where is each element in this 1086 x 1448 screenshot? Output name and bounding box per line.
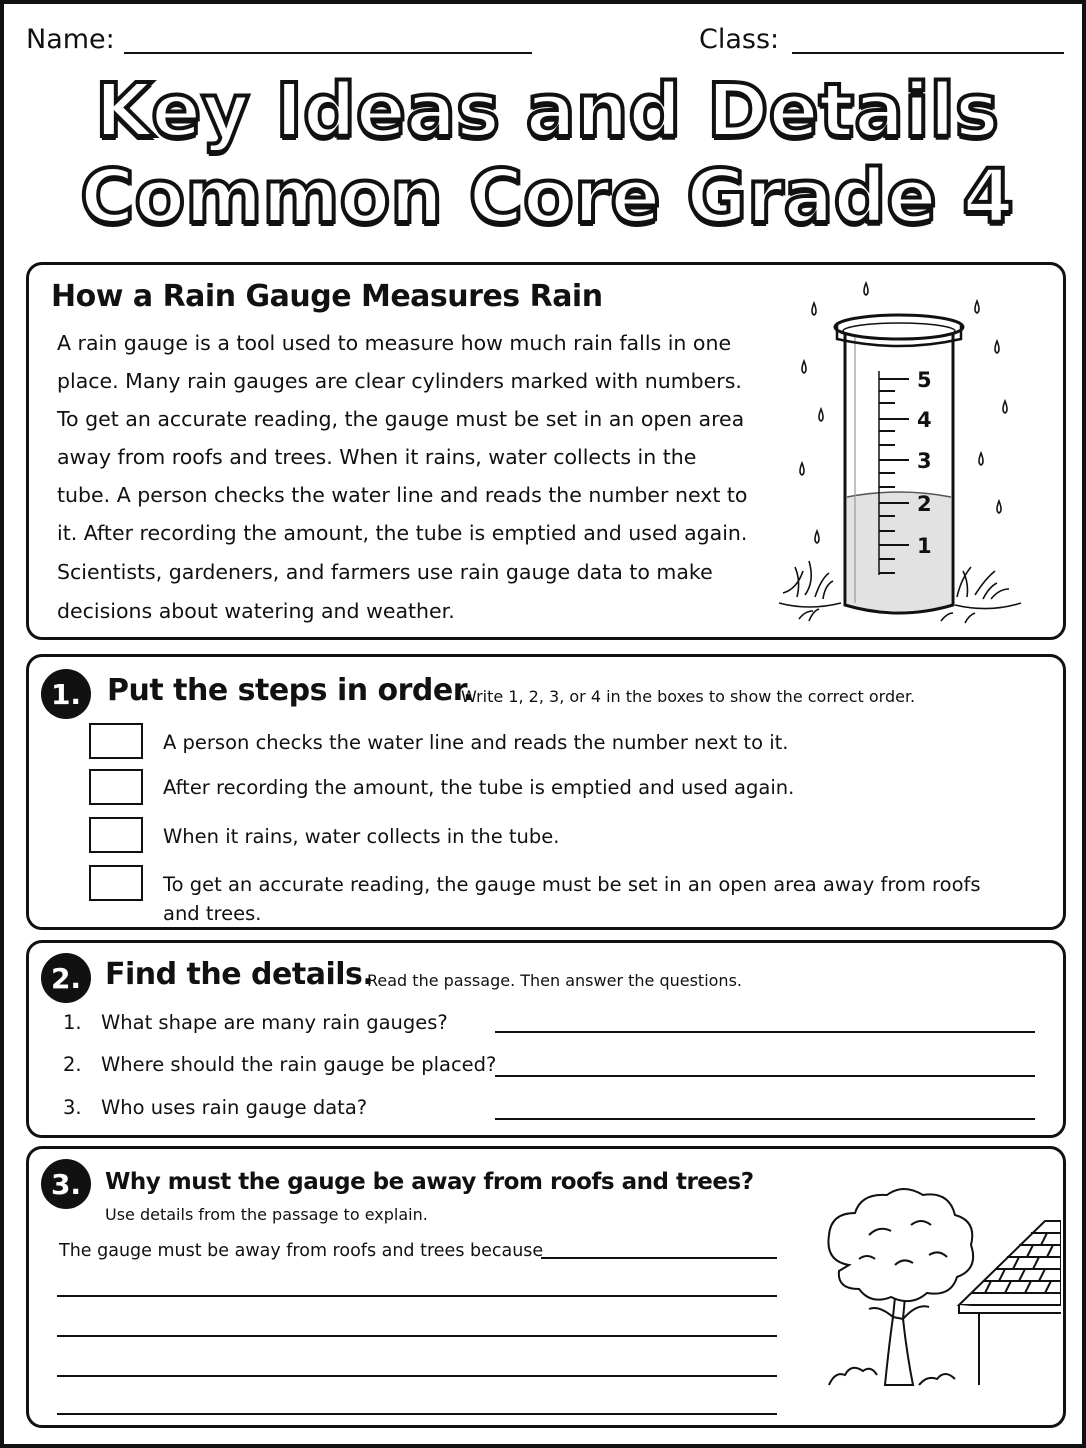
step-text-continued: and trees. <box>163 902 262 925</box>
passage-line: To get an accurate reading, the gauge must be set in an open area <box>57 407 745 431</box>
section-1-title: Put the steps in order. <box>107 673 474 708</box>
gauge-scale <box>879 371 909 575</box>
step-text: When it rains, water collects in the tube. <box>163 825 560 848</box>
gauge-mark-label: 2 <box>917 492 932 516</box>
question-number: 1. <box>63 1011 82 1034</box>
class-label: Class: <box>699 24 780 55</box>
passage-panel <box>26 262 1066 640</box>
tree-icon <box>828 1189 973 1385</box>
water-fill <box>847 492 951 611</box>
section-2-panel <box>26 940 1066 1138</box>
response-line[interactable] <box>57 1295 777 1297</box>
tree-and-roof-illustration <box>799 1185 1061 1391</box>
gauge-mark-label: 5 <box>917 368 932 392</box>
order-box[interactable] <box>89 723 143 759</box>
class-field[interactable] <box>792 52 1064 54</box>
step-text: To get an accurate reading, the gauge must be set in an open area away from roofs <box>163 873 981 896</box>
question-text: Where should the rain gauge be placed? <box>101 1053 497 1076</box>
section-3-number: 3. <box>41 1159 91 1209</box>
name-label: Name: <box>26 24 115 55</box>
roof-icon <box>959 1221 1061 1385</box>
name-field[interactable] <box>124 52 532 54</box>
title-line-2: Common Core Grade 4 <box>80 154 1014 240</box>
gauge-mark-label: 4 <box>917 408 932 432</box>
section-3-title: Why must the gauge be away from roofs and trees? <box>105 1169 754 1195</box>
step-text: A person checks the water line and reads the number next to it. <box>163 731 789 754</box>
response-line[interactable] <box>57 1375 777 1377</box>
section-3-panel <box>26 1146 1066 1428</box>
gauge-mark-label: 1 <box>917 534 932 558</box>
question-number: 2. <box>63 1053 82 1076</box>
order-box[interactable] <box>89 865 143 901</box>
section-2-instructions: Read the passage. Then answer the questions. <box>367 971 742 990</box>
order-box[interactable] <box>89 769 143 805</box>
step-text: After recording the amount, the tube is emptied and used again. <box>163 776 795 799</box>
question-number: 3. <box>63 1096 82 1119</box>
order-box[interactable] <box>89 817 143 853</box>
response-line[interactable] <box>57 1335 777 1337</box>
rain-gauge-illustration <box>769 275 1029 630</box>
question-text: Who uses rain gauge data? <box>101 1096 368 1119</box>
gauge-mark-label: 3 <box>917 449 932 473</box>
passage-line: tube. A person checks the water line and reads the number next to <box>57 483 748 507</box>
response-prompt: The gauge must be away from roofs and trees because <box>59 1241 544 1261</box>
response-line[interactable] <box>541 1257 777 1259</box>
section-3-instructions: Use details from the passage to explain. <box>105 1205 428 1224</box>
response-line[interactable] <box>57 1413 777 1415</box>
answer-line[interactable] <box>495 1075 1035 1077</box>
passage-line: place. Many rain gauges are clear cylinders marked with numbers. <box>57 369 742 393</box>
section-1-panel <box>26 654 1066 930</box>
passage-line: Scientists, gardeners, and farmers use rain gauge data to make <box>57 560 713 584</box>
passage-line: A rain gauge is a tool used to measure how much rain falls in one <box>57 331 732 355</box>
answer-line[interactable] <box>495 1118 1035 1120</box>
title-line-1: Key Ideas and Details <box>95 68 999 154</box>
question-text: What shape are many rain gauges? <box>101 1011 448 1034</box>
section-1-instructions: Write 1, 2, 3, or 4 in the boxes to show the correct order. <box>461 687 916 706</box>
answer-line[interactable] <box>495 1031 1035 1033</box>
section-1-number: 1. <box>41 669 91 719</box>
section-2-number: 2. <box>41 953 91 1003</box>
passage-line: away from roofs and trees. When it rains, water collects in the <box>57 445 697 469</box>
passage-line: decisions about watering and weather. <box>57 599 455 623</box>
passage-line: it. After recording the amount, the tube is emptied and used again. <box>57 521 748 545</box>
passage-title: How a Rain Gauge Measures Rain <box>51 279 603 314</box>
section-2-title: Find the details. <box>105 957 374 992</box>
